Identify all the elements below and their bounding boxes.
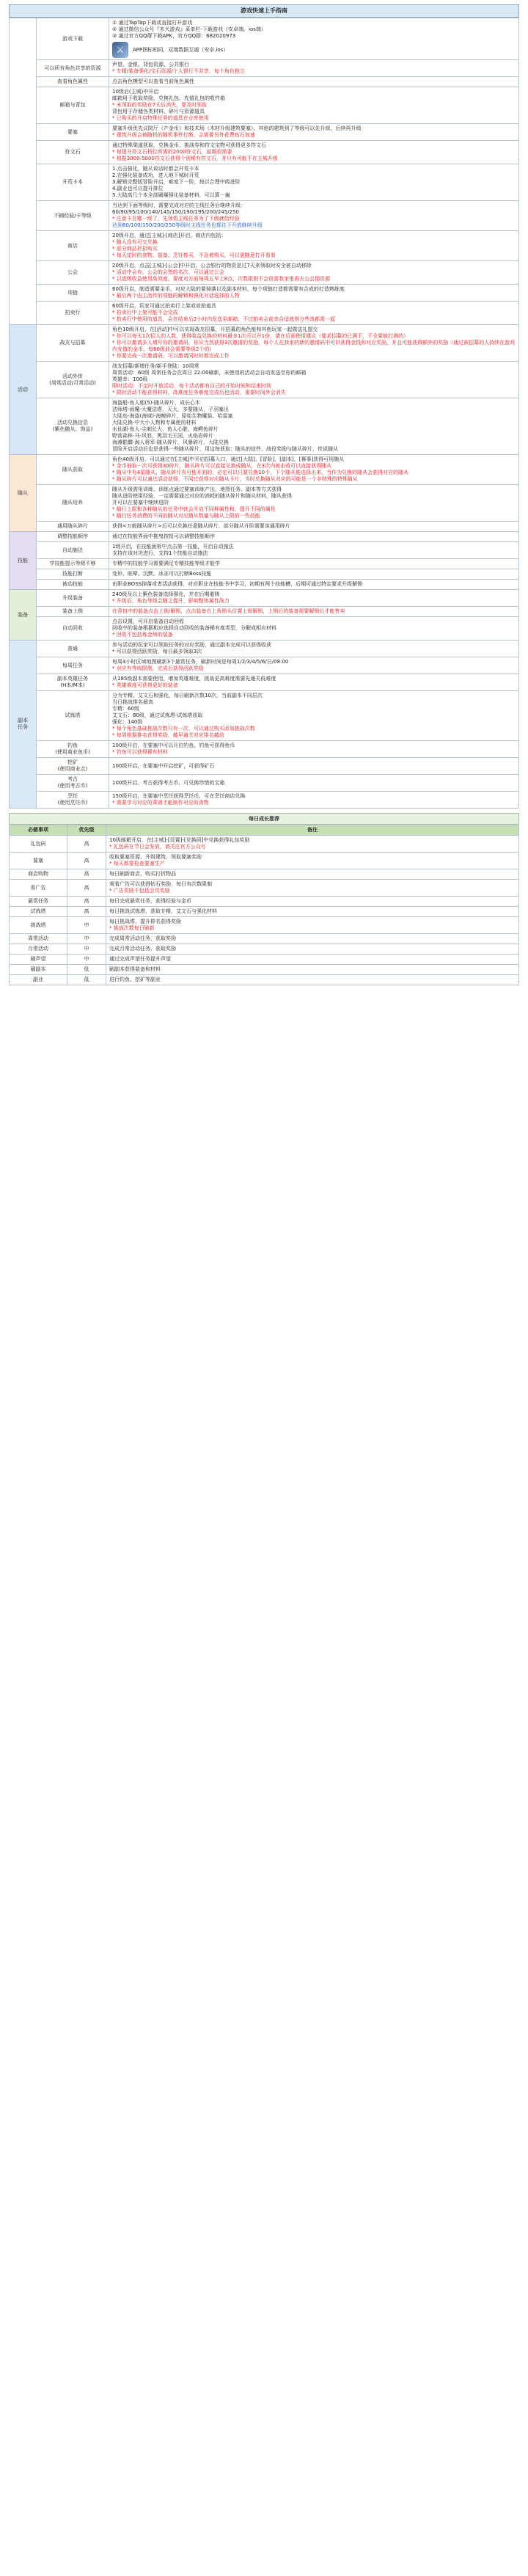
daily-row: [10, 853, 519, 869]
desc-line: 点击设置，可开启装备自动回收: [112, 619, 184, 624]
desc-line: 海盗船-鱼人船(5)-随从碎片，成长心木: [112, 400, 200, 406]
desc-line: * 广告奖励不包括会员奖励: [109, 888, 170, 894]
row-name: 不刷经验/卡等级: [37, 201, 109, 231]
desc-line: 强化：140级: [112, 719, 143, 725]
desc-line: 声望、金银、背包资源、公共银行: [112, 62, 189, 67]
row-description: [109, 657, 519, 674]
row-name: 技能打断: [37, 569, 109, 580]
row-description: [109, 398, 519, 455]
row-name: 游戏下载: [37, 18, 109, 60]
desc-line: 当日挑战排名最高: [112, 699, 153, 705]
table-row: [10, 231, 519, 261]
desc-line: 每日完成悬赏任务，获得经验与金币: [109, 898, 191, 904]
daily-row: [10, 965, 519, 975]
daily-item-name: 悬赏任务: [10, 897, 67, 907]
category-cell: 活动: [10, 325, 37, 455]
guide-table: [9, 18, 519, 809]
row-name: 活动兑换信息 (紫色随从、饰品): [37, 398, 109, 455]
row-description: [109, 559, 519, 569]
desc-line: 100级开启，考古获得考古币，可兑换珍惜的宝箱: [112, 779, 225, 786]
desc-line: 从185级副本需要使用，增加英雄难度，挑战更高难度需要先通关低难度: [112, 676, 276, 682]
desc-line: ① 通过TapTap下载或直接打开游戏: [112, 20, 193, 26]
table-row: [10, 261, 519, 285]
desc-line: 背包用于存储各类材料、碎片与资源道具: [112, 109, 205, 114]
daily-item-name: 刷声望: [10, 955, 67, 965]
desc-line: 角色10级开启，在[活动]中可以实现战友招募，开招募的角色能和其他玩家一起做送礼提交: [112, 326, 318, 332]
desc-line: * 已购买的开启特殊任务的道具在仓库使用: [112, 115, 209, 121]
row-name: 学技能提示等级不够: [37, 559, 109, 569]
daily-row: [10, 944, 519, 955]
desc-line: * 建筑升级会被随机的随机事件打断，会需要另外花费钻石加速: [112, 132, 255, 138]
desc-line: * 可以获得活跃奖励，每日最多领取3次: [112, 649, 202, 654]
row-name: 公会: [37, 261, 109, 285]
desc-line: 通过在技能界面中拖曳按钮可以调整技能顺序: [112, 533, 215, 539]
desc-line: 每日挑战试炼塔，获取专精、艾文石与强化材料: [109, 908, 217, 914]
daily-item-priority: 高: [67, 836, 106, 853]
table-row: [10, 617, 519, 641]
desc-line: 水仙湖-鱼人-尖刺长大，鱼人心脏，海鳄鱼碎片: [112, 426, 219, 432]
daily-row: [10, 897, 519, 907]
row-name: 符文石: [37, 141, 109, 164]
row-description: [109, 164, 519, 201]
row-name: 战友与招募: [37, 325, 109, 362]
daily-item-priority: 低: [67, 965, 106, 975]
desc-line: * 每提升符文石档位所需的2000符文石，前期很需要: [112, 149, 232, 155]
row-name: 副本英雄任务 (H本/M本): [37, 674, 109, 691]
desc-line: 当达到下面等级时，需要完成对应的主线任务后继续升级：: [112, 202, 246, 208]
desc-line: 1级开启，在技能面板中点击第一技能，开启自动施法: [112, 544, 234, 550]
row-name: 随从培养: [37, 485, 109, 522]
desc-line: 在背包中的装备点击上锁/解锁，点击装备右上角锁头位置上锁解锁，上锁后的装备需要解锁后才能售卖: [112, 608, 345, 614]
row-name: 可以所有角色共享的资源: [37, 60, 109, 77]
desc-line: 野营森林-马-风怒，黑羽毛王国，火焰岩碎片: [112, 433, 214, 439]
daily-row: [10, 880, 519, 897]
table-row: [10, 792, 519, 809]
row-name: 挖矿 (使用商业点): [37, 758, 109, 775]
row-name: 装备上锁: [37, 607, 109, 617]
row-description: [109, 775, 519, 792]
desc-line: 战友招募/新增任务/新手登陆：10周常: [112, 363, 199, 369]
row-description: [109, 285, 519, 302]
daily-item-priority: 中: [67, 944, 106, 955]
daily-item-name: 周常活动: [10, 934, 67, 944]
desc-line: 60/90/95/100/140/145/150/190/195/200/245/250: [112, 209, 239, 215]
desc-line: 冒险开启活动后也是获得一些随从碎片，用这每获取：随从的信件、战役奖励与随从碎片，传说随从: [112, 446, 338, 452]
desc-line: 点击角色模型可以查看当前角色属性: [112, 79, 194, 84]
desc-line: 进行钓鱼、挖矿等副业: [109, 977, 161, 982]
daily-row: [10, 917, 519, 934]
row-name: 调整技能顺序: [37, 532, 109, 542]
desc-line: 分为专精、艾文石和强化，每日刷新次数10次，当前副本不同层次: [112, 693, 263, 698]
daily-item-name: 要塞: [10, 853, 67, 869]
desc-line: 海滩骷髅-海人将军-随从碎片，风暴碎片，大陆兑换: [112, 439, 230, 445]
desc-line: 刷副本获得装备和材料: [109, 966, 161, 972]
row-name: 商店: [37, 231, 109, 261]
table-row: [10, 485, 519, 522]
desc-line: * 你要完成一次邀请码，可以邀请同时时都完成工作: [112, 353, 230, 359]
row-description: [109, 758, 519, 775]
desc-line: * 部分商品折扣购买: [112, 246, 158, 252]
daily-item-notes: [106, 944, 519, 955]
daily-item-name: 商店购物: [10, 869, 67, 880]
row-description: [109, 302, 519, 325]
daily-row: [10, 934, 519, 944]
table-row: [10, 590, 519, 607]
desc-line: 150级开启，在要塞中烹饪获得烹饪币，可在烹饪商店兑换: [112, 793, 246, 799]
row-description: [109, 60, 519, 77]
row-description: [109, 691, 519, 741]
desc-line: * 每周根据排名获得奖励，越早通关对应排名越前: [112, 732, 224, 738]
row-name: 拍卖行: [37, 302, 109, 325]
desc-line: 观看广告可以获得钻石奖励，每日有次数限制: [109, 881, 212, 887]
row-description: [109, 792, 519, 809]
desc-line: * 未领取的奖励在7天后消失，要及时领取: [112, 102, 208, 108]
desc-line: 获得<万能随从碎片>后可以兑换任意随从碎片，部分随从升阶需要该通用碎片: [112, 523, 290, 529]
category-cell: 副本 任务: [10, 641, 37, 809]
desc-line: * 限时活动不能获得材料，高难度任务难度完成后也活动，重要时间外会消失: [112, 390, 286, 395]
desc-line: 周常活动：60级 周常任务会在周日 22:00刷新，未使用的活动会自动发送至你的邮箱: [112, 370, 307, 376]
desc-line: * 随从碎片可以通过活动获得，不同过获得对应随从卡片，当时兑换随从对应的可能是一个非特殊的特殊随从: [112, 476, 358, 482]
desc-line: 专精：60级: [112, 706, 139, 712]
daily-row: [10, 907, 519, 917]
desc-line: * 挑战次数每日刷新: [109, 925, 155, 931]
daily-item-notes: [106, 869, 519, 880]
desc-line: * 拍卖行中使用的道具，会在结束后2小时内发送至邮箱，不过拍卖会前余合适就别分些战都需一起: [112, 316, 336, 322]
row-name: 烹饪 (使用烹饪币): [37, 792, 109, 809]
daily-row: [10, 975, 519, 985]
desc-line: 收取要塞资源、升级建筑、领取要塞奖励: [109, 854, 202, 860]
desc-line: 支持在该对决进行，支持1个技能自动施法: [112, 550, 208, 556]
row-description: [109, 590, 519, 607]
table-row: [10, 18, 519, 60]
desc-line: 变形、眩晕、沉默、冰冻可以打断Boss技能: [112, 571, 212, 577]
row-description: [109, 18, 519, 60]
desc-line: 20级开启，点击[主城]-[公会]中开启，公会银行的物资是过7天来领取时安全被自动移除: [112, 263, 312, 269]
desc-line: * 你可以每天1次招人的人数，获得收益兑换的材料最多1次可以开1份，请在后面使用建议（要求招募的已满不，不全要能打满的）: [112, 333, 409, 339]
desc-line: 60级开启，制造需要金币，对应大陆的要掉落以及副本材料，每个项链打造都需要有合成的打造熟练度: [112, 286, 345, 292]
desc-line: 大陆岛-海盗(海域)-海鲸碎片，原始生物魔装、哈雷塞: [112, 413, 233, 419]
row-name: 被动技能: [37, 580, 109, 590]
desc-line: * 专精/装备强化/宝石资源/个人银行不共享，每个角色独立: [112, 68, 245, 74]
daily-item-name: 副业: [10, 975, 67, 985]
daily-header-row: [10, 825, 519, 836]
table-row: [10, 60, 519, 77]
desc-line: * 随从中有4星随从，随从碎片有可能开到的，必定可以只要兑换10个，下个随从能选择出来，当作为兑换的随从会获得对应的随从: [112, 470, 409, 475]
row-name: 试炼塔: [37, 691, 109, 741]
row-description: [109, 580, 519, 590]
table-row: [10, 691, 519, 741]
table-row: [10, 522, 519, 532]
daily-item-notes: [106, 965, 519, 975]
icon-row: [112, 42, 516, 58]
daily-item-name: 礼包码: [10, 836, 67, 853]
table-row: [10, 455, 519, 485]
daily-table: [9, 825, 519, 985]
desc-line: 完成周常活动任务，获取奖励: [109, 935, 176, 941]
desc-line: * 活动中会有，公会的会签的名次，可以通过公会: [112, 269, 224, 275]
row-description: [109, 569, 519, 580]
row-description: [109, 362, 519, 398]
table-row: [10, 641, 519, 657]
table-row: [10, 77, 519, 87]
desc-line: * 钓鱼可以获得稀有材料: [112, 749, 168, 755]
desc-line: 随从进阶使用经验，一定需要通过对应的消耗的随从碎片和随从材料，随从获得: [112, 493, 292, 499]
desc-line: 法师塔-雨魔-大魔法塔，天大，多要随从，子羽塞出: [112, 406, 230, 412]
daily-item-priority: 高: [67, 907, 106, 917]
desc-line: 100级开启，在要塞中可以开启钓鱼，钓鱼可获得鱼币: [112, 742, 235, 748]
table-row: [10, 87, 519, 124]
table-row: [10, 302, 519, 325]
table-row: [10, 775, 519, 792]
row-name: 考古 (使用考古币): [37, 775, 109, 792]
desc-line: 艾文石：80级，通过试炼塔-试炼塔获取: [112, 712, 203, 718]
row-description: [109, 485, 519, 522]
table-row: [10, 657, 519, 674]
row-name: 项链: [37, 285, 109, 302]
desc-line: * 拍卖行中上架可能不会完成: [112, 310, 178, 315]
desc-line: 5.大陆高几个本全部刷爆强化装备材料，可以算一遍: [112, 192, 230, 198]
desc-line: 240级及以上紫色装备选择强化，并在后期重铸: [112, 591, 220, 597]
table-row: [10, 559, 519, 569]
daily-item-notes: [106, 917, 519, 934]
desc-line: 由职业BOSS掉落或者活动获得，对应职业在技能书中学习，初期有两个技能槽，后期可通过特定要求升级解锁: [112, 581, 363, 587]
desc-line: * 随人没有可交兑换: [112, 239, 158, 245]
daily-item-notes: [106, 836, 519, 853]
desc-line: * 礼包码在节日会发放，请关注官方公众号: [109, 844, 206, 850]
daily-header-cell: 备注: [106, 825, 519, 836]
daily-item-notes: [106, 853, 519, 869]
desc-line: * 每个角色基础挑战次数只有一次，可以通过购买添加挑战次数: [112, 726, 255, 731]
game-app-icon: ⚔: [112, 42, 128, 58]
desc-line: * 随行任务消费的不同的随从对应随从数量与随从上限的一些技能: [112, 513, 260, 519]
desc-line: * 英雄难度可获得更好的装备: [112, 682, 178, 688]
desc-line: 邮箱用于收取奖励，兑换礼包、充值礼包的收件箱: [112, 95, 225, 101]
table-row: [10, 325, 519, 362]
table-row: [10, 542, 519, 559]
desc-line: 通过特殊渠道获取，兑换金币、挑战券和符文宝物可获得更多符文石: [112, 142, 266, 148]
daily-item-priority: 中: [67, 955, 106, 965]
icon-caption: APP图标相同，双端数据互通（安卓.ios）: [133, 46, 229, 53]
desc-line: 每日挑战塔，提升排名获得奖励: [109, 919, 181, 924]
daily-item-notes: [106, 934, 519, 944]
desc-line: 2.在强化装备成功，进入地下城时开荒: [112, 172, 199, 178]
table-row: [10, 607, 519, 617]
desc-line: 英雄幸：100级: [112, 376, 148, 382]
desc-line: 大陆兑换-中大小人物和专属使用材料: [112, 420, 197, 426]
table-row: [10, 201, 519, 231]
table-row: [10, 285, 519, 302]
row-description: [109, 77, 519, 87]
desc-line: 要塞升级优先议院厅（产金币）和技术场（木材升级建筑要塞），其他的建筑到了等级可以先升级，后续再升级: [112, 125, 362, 131]
daily-item-priority: 高: [67, 880, 106, 897]
row-name: 通用随从碎片: [37, 522, 109, 532]
desc-line: 4.副业也可以提升排位: [112, 186, 164, 191]
category-cell: 技能: [10, 532, 37, 590]
daily-row: [10, 955, 519, 965]
daily-item-name: 试炼塔: [10, 907, 67, 917]
category-cell: [10, 18, 37, 325]
daily-item-name: 挑战塔: [10, 917, 67, 934]
desc-line: 随从升级需用训练，训练点通过要塞训练产出，地图任务、副本等方式获得: [112, 486, 282, 492]
table-row: [10, 362, 519, 398]
table-row: [10, 758, 519, 775]
daily-item-priority: 高: [67, 869, 106, 880]
row-description: [109, 124, 519, 141]
row-description: [109, 201, 519, 231]
daily-row: [10, 869, 519, 880]
row-name: 每周任务: [37, 657, 109, 674]
desc-line: 限时活动：不定时开放活动，每个活动都有自己的开始时间和结束时间: [112, 383, 271, 389]
daily-item-priority: 高: [67, 897, 106, 907]
daily-header-cell: 必做事项: [10, 825, 67, 836]
table-row: [10, 532, 519, 542]
daily-item-name: 月常活动: [10, 944, 67, 955]
desc-line: 每周4小时区域地图刷新3个悬赏任务，刷新时间是每周1/2/3/4/5/6/日/08:00: [112, 659, 289, 665]
row-description: [109, 641, 519, 657]
desc-line: ② 通过微信公众号『木犬游戏』菜单栏-下载游戏（安卓端、ios端）: [112, 26, 266, 32]
desc-line: * 回收不包括炼金师的装备: [112, 632, 173, 638]
row-description: [109, 522, 519, 532]
row-description: [109, 532, 519, 542]
daily-header-cell: 优先级: [67, 825, 106, 836]
desc-line: * 每天都要检查要塞生产: [109, 861, 165, 866]
row-name: 钓鱼 (使用商业鱼币): [37, 741, 109, 758]
desc-line: 3.解锁完整版冒险开启，难度下一阶，按以合理中级进阶: [112, 179, 241, 185]
row-description: [109, 617, 519, 641]
table-row: [10, 580, 519, 590]
daily-item-notes: [106, 907, 519, 917]
row-name: 自动施法: [37, 542, 109, 559]
daily-item-notes: [106, 975, 519, 985]
table-row: [10, 124, 519, 141]
row-description: [109, 231, 519, 261]
desc-line: 10级邮箱开启，在[主城]-[设置]-[兑换码]中兑换获得礼包奖励: [109, 837, 250, 843]
desc-line: * 需要学习对应的菜谱才能制作对应的食物: [112, 800, 209, 806]
row-description: [109, 674, 519, 691]
daily-item-priority: 低: [67, 975, 106, 985]
row-description: [109, 455, 519, 485]
row-name: 邮箱与背包: [37, 87, 109, 124]
row-description: [109, 141, 519, 164]
table-row: [10, 141, 519, 164]
row-name: 查看角色属性: [37, 77, 109, 87]
desc-line: * 金币抽取一次可获得30碎片，随从碎片可以直接兑换成随从，在3次内被击败可以直接获得随从: [112, 463, 332, 469]
desc-line: 回收中的装备根据相应选择自动回收的装备稀有度类型，分解成相应材料: [112, 625, 276, 631]
desc-line: * 注意卡在哪一级了，先领悟主线任务为了下级就给经验: [112, 216, 240, 222]
table-row: [10, 741, 519, 758]
category-cell: 随从: [10, 455, 37, 532]
desc-line: 100级开启，在要塞中开启挖矿，可获得矿石: [112, 762, 215, 769]
desc-line: * 升级后，角色等级会随之提升，影响整体属性战力: [112, 598, 230, 604]
desc-line: 参与活动的玩家可以领取任务的对应奖励，通过副本完成可以获得收获: [112, 642, 271, 648]
daily-item-priority: 高: [67, 853, 106, 869]
desc-line: 1.点击强化，随从说话时都会开荒卡本: [112, 166, 199, 172]
row-description: [109, 741, 519, 758]
guide-title: 游戏快速上手指南: [9, 4, 519, 18]
desc-line: * 最后两个由主流传的项链的解锁和强化对话选择的人物: [112, 293, 240, 299]
desc-line: 并可以在要塞中继续进阶: [112, 500, 169, 506]
row-description: [109, 87, 519, 124]
table-row: [10, 674, 519, 691]
desc-line: * 以逐级收益使用高效度，要度对方前每周五早上8点，次数限制不会很需我家里再去公会捐资源: [112, 276, 331, 282]
desc-line: 20级开启，通过[主城]-[商店]开启，商店内包括：: [112, 233, 227, 238]
row-name: 随从获取: [37, 455, 109, 485]
daily-item-notes: [106, 955, 519, 965]
row-name: 普通: [37, 641, 109, 657]
desc-line: * 你可以邀请多人填写你的邀请码，你从当然获得3次邀请的奖励，每个人在我家的新的邀请码中可以获得金钱和对应奖励，并且可能获得额外的奖励（通过被招募的人持续在游戏内充值的金币，每60级前会需要等级2个的）: [112, 340, 516, 352]
desc-line: * 对应有等级限制，完成后获得活跃奖励: [112, 665, 204, 671]
table-row: [10, 164, 519, 201]
desc-line: * 每天定时的食物、装备、烹饪都买，不急着购买，可以更随意打开看看: [112, 252, 276, 258]
desc-line: 10级后(主城)中开启: [112, 89, 159, 95]
desc-line: * 根据3000-5000符文石获得个别稀有符文石，并只有可能不在主城升级: [112, 156, 278, 161]
daily-item-priority: 中: [67, 917, 106, 934]
row-description: [109, 542, 519, 559]
category-cell: 装备: [10, 590, 37, 641]
row-description: [109, 607, 519, 617]
desc-line: * 随行上限和各种随从的任务中就会开启不同种属性和，提升不同的属性: [112, 506, 276, 512]
daily-item-notes: [106, 880, 519, 897]
row-name: 升级装备: [37, 590, 109, 607]
row-name: 活动外传 (周常活动/月常活动): [37, 362, 109, 398]
daily-row: [10, 836, 519, 853]
daily-item-priority: 中: [67, 934, 106, 944]
row-name: 开荒卡本: [37, 164, 109, 201]
daily-title: 每日成长推荐: [9, 813, 519, 825]
daily-item-name: 刷副本: [10, 965, 67, 975]
desc-line: 通过完成声望任务提升声望: [109, 956, 171, 962]
desc-line: 每日刷新商店，购买打折物品: [109, 871, 176, 877]
table-row: [10, 398, 519, 455]
desc-line: 专精中的技能学习需要满足专精技能等级才能学: [112, 561, 220, 566]
table-row: [10, 569, 519, 580]
daily-item-notes: [106, 897, 519, 907]
row-description: [109, 325, 519, 362]
desc-line: ③ 通过官方QQ群下载APK，官方QQ群：682020973: [112, 33, 236, 39]
daily-item-name: 看广告: [10, 880, 67, 897]
desc-line: 60级开启，玩家可通过拍卖行上架或竞拍道具: [112, 303, 216, 309]
row-name: 要塞: [37, 124, 109, 141]
row-name: 自动回收: [37, 617, 109, 641]
desc-line: 角色40级开启，可以通过在[主城]中开启招募入口，通过[大陆]，[冒险]，[副本]，[赛事]获得可用随从: [112, 456, 345, 462]
desc-line: 完成月常活动任务，获取奖励: [109, 946, 176, 952]
row-description: [109, 261, 519, 285]
desc-line: 达到60/100/150/200/250等级时主线任务也都往下开放继续升级: [112, 222, 263, 228]
